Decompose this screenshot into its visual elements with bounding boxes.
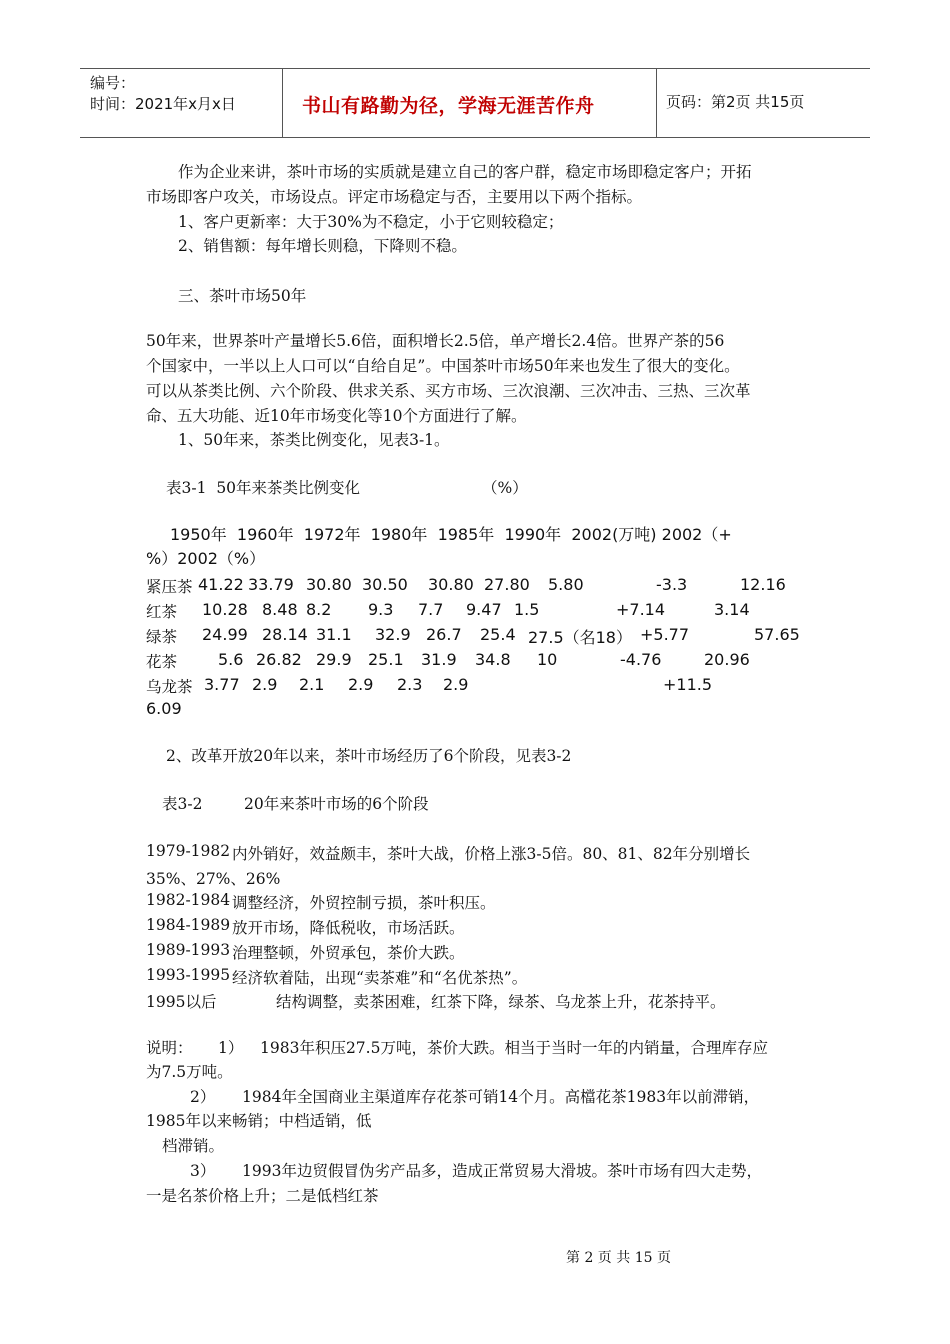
table-cell: 32.9	[375, 625, 411, 644]
table-row	[0, 891, 950, 913]
table-cell: 8.48	[262, 600, 298, 619]
table-row	[0, 867, 950, 889]
table-cell: 25.4	[480, 625, 516, 644]
note-text: 为7.5万吨。	[146, 1063, 233, 1081]
table-cell: 8.2	[306, 600, 332, 619]
paragraph-line: 50年来，世界茶叶产量增长5.6倍，面积增长2.5倍，单产增长2.4倍。世界产茶的56	[146, 332, 725, 350]
paragraph-line: 个国家中，一半以上人口可以“自给自足”。中国茶叶市场50年来也发生了很大的变化。	[146, 357, 740, 375]
header-left	[90, 73, 236, 115]
period-label: 1989-1993	[146, 941, 231, 959]
table-cell: 34.8	[475, 650, 511, 669]
table-row	[0, 575, 950, 597]
table-cell: 10	[537, 650, 558, 669]
table-row	[0, 916, 950, 938]
period-label: 1993-1995	[146, 966, 231, 984]
table-cell: 30.80	[428, 575, 474, 594]
period-description: 结构调整，卖茶困难，红茶下降，绿茶、乌龙茶上升，花茶持平。	[276, 993, 726, 1011]
table-caption: 表3-1 50年来茶类比例变化	[166, 479, 361, 497]
page-footer: 第 2 页 共 15 页	[566, 1250, 671, 1266]
table-cell: 12.16	[740, 575, 786, 594]
table-header: 1950年 1960年 1972年 1980年 1985年 1990年 2002(万吨) 2002（+	[170, 525, 732, 544]
table-row	[0, 941, 950, 963]
note-text: 一是名茶价格上升；二是低档红茶	[146, 1187, 379, 1205]
table-cell: +7.14	[616, 600, 666, 619]
table-cell: 28.14	[262, 625, 308, 644]
header-motto: 书山有路勤为径，学海无涯苦作舟	[302, 95, 595, 117]
notes-label: 说明：	[146, 1039, 193, 1057]
table-row	[0, 675, 950, 697]
list-item: 2、销售额：每年增长则稳，下降则不稳。	[178, 237, 467, 255]
table-cell: 3.77	[204, 675, 240, 694]
page-header	[80, 68, 870, 138]
table-cell: 33.79	[248, 575, 294, 594]
paragraph-line: 市场即客户攻关，市场设点。评定市场稳定与否，主要用以下两个指标。	[146, 188, 643, 206]
table-cell: -4.76	[620, 650, 662, 669]
table-row	[0, 600, 950, 622]
table-cell: 3.14	[714, 600, 750, 619]
table-caption-label: 表3-2	[162, 795, 203, 813]
section-heading: 三、茶叶市场50年	[178, 287, 307, 305]
period-description: 放开市场，降低税收，市场活跃。	[232, 919, 465, 937]
table-cell: 2.3	[397, 675, 423, 694]
period-description: 35%、27%、26%	[146, 870, 281, 888]
paragraph-line: 作为企业来讲，茶叶市场的实质就是建立自己的客户群，稳定市场即稳定客户；开拓	[178, 163, 752, 181]
period-label: 1995以后	[146, 993, 217, 1011]
table-cell: -3.3	[656, 575, 688, 594]
note-number: 3）	[190, 1162, 216, 1180]
note-number: 1）	[218, 1039, 244, 1057]
table-row-label: 红茶	[146, 603, 178, 621]
table-cell: 2.9	[348, 675, 374, 694]
table-cell: 1.5	[514, 600, 540, 619]
table-cell: 27.80	[484, 575, 530, 594]
table-cell: 57.65	[754, 625, 800, 644]
table-cell: 27.5（名18）	[528, 628, 632, 647]
table-row	[0, 650, 950, 672]
note-text: 1984年全国商业主渠道库存花茶可销14个月。高檔花茶1983年以前滞销，	[242, 1088, 760, 1106]
list-item: 2、改革开放20年以来，茶叶市场经历了6个阶段，见表3-2	[166, 747, 572, 765]
table-cell: 24.99	[202, 625, 248, 644]
table-row-label: 绿茶	[146, 628, 178, 646]
table-row	[0, 966, 950, 988]
paragraph-line: 可以从茶类比例、六个阶段、供求关系、买方市场、三次浪潮、三次冲击、三热、三次革	[146, 382, 751, 400]
time-label: 时间：2021年x月x日	[90, 95, 236, 113]
table-cell: 10.28	[202, 600, 248, 619]
header-divider	[656, 69, 657, 137]
table-cell: 9.47	[466, 600, 502, 619]
period-label: 1984-1989	[146, 916, 231, 934]
note-text: 1993年边贸假冒伪劣产品多，造成正常贸易大滑坡。茶叶市场有四大走势，	[242, 1162, 762, 1180]
table-row-label: 紧压茶	[146, 578, 193, 596]
table-cell: 20.96	[704, 650, 750, 669]
list-item: 1、50年来，茶类比例变化，见表3-1。	[178, 431, 450, 449]
table-cell: 30.80	[306, 575, 352, 594]
header-divider	[282, 69, 283, 137]
list-item: 1、客户更新率：大于30%为不稳定，小于它则较稳定；	[178, 213, 564, 231]
table-row-label: 乌龙茶	[146, 678, 193, 696]
table-cell: +5.77	[640, 625, 690, 644]
note-text: 档滞销。	[162, 1137, 225, 1155]
table-row	[0, 842, 950, 864]
table-cell: 9.3	[368, 600, 394, 619]
table-unit: （%）	[482, 479, 528, 497]
table-cell: 41.22	[198, 575, 244, 594]
period-label: 1979-1982	[146, 842, 231, 860]
table-cell: 30.50	[362, 575, 408, 594]
table-row	[0, 625, 950, 647]
period-description: 调整经济，外贸控制亏损，茶叶积压。	[232, 894, 496, 912]
table-cell: 29.9	[316, 650, 352, 669]
period-description: 治理整顿，外贸承包，茶价大跌。	[232, 944, 465, 962]
table-cell: 5.6	[218, 650, 244, 669]
table-cell: 31.9	[421, 650, 457, 669]
number-label: 编号：	[90, 74, 136, 92]
period-description: 经济软着陆，出现“卖茶难”和“名优茶热”。	[232, 969, 528, 987]
table-cell: 2.9	[252, 675, 278, 694]
table-cell: 26.82	[256, 650, 302, 669]
note-text: 1985年以来畅销；中档适销，低	[146, 1112, 372, 1130]
table-cell: 7.7	[418, 600, 444, 619]
table-row-label: 花茶	[146, 653, 178, 671]
note-number: 2）	[190, 1088, 216, 1106]
table-caption-title: 20年来茶叶市场的6个阶段	[244, 795, 429, 813]
table-cell: 2.9	[443, 675, 469, 694]
paragraph-line: 命、五大功能、近10年市场变化等10个方面进行了解。	[146, 407, 527, 425]
table-cell: +11.5	[663, 675, 713, 694]
table-cell: 6.09	[146, 699, 182, 718]
table-cell: 5.80	[548, 575, 584, 594]
table-row	[0, 990, 950, 1012]
table-cell: 25.1	[368, 650, 404, 669]
table-cell: 31.1	[316, 625, 352, 644]
table-header: %）2002（%）	[146, 549, 266, 568]
table-cell: 26.7	[426, 625, 462, 644]
period-label: 1982-1984	[146, 891, 231, 909]
note-text: 1983年积压27.5万吨，茶价大跌。相当于当时一年的内销量，合理库存应	[260, 1039, 768, 1057]
table-cell: 2.1	[299, 675, 325, 694]
header-page-info: 页码：第2页 共15页	[666, 93, 805, 111]
period-description: 内外销好，效益颇丰，茶叶大战，价格上涨3-5倍。80、81、82年分别增长	[232, 845, 751, 863]
